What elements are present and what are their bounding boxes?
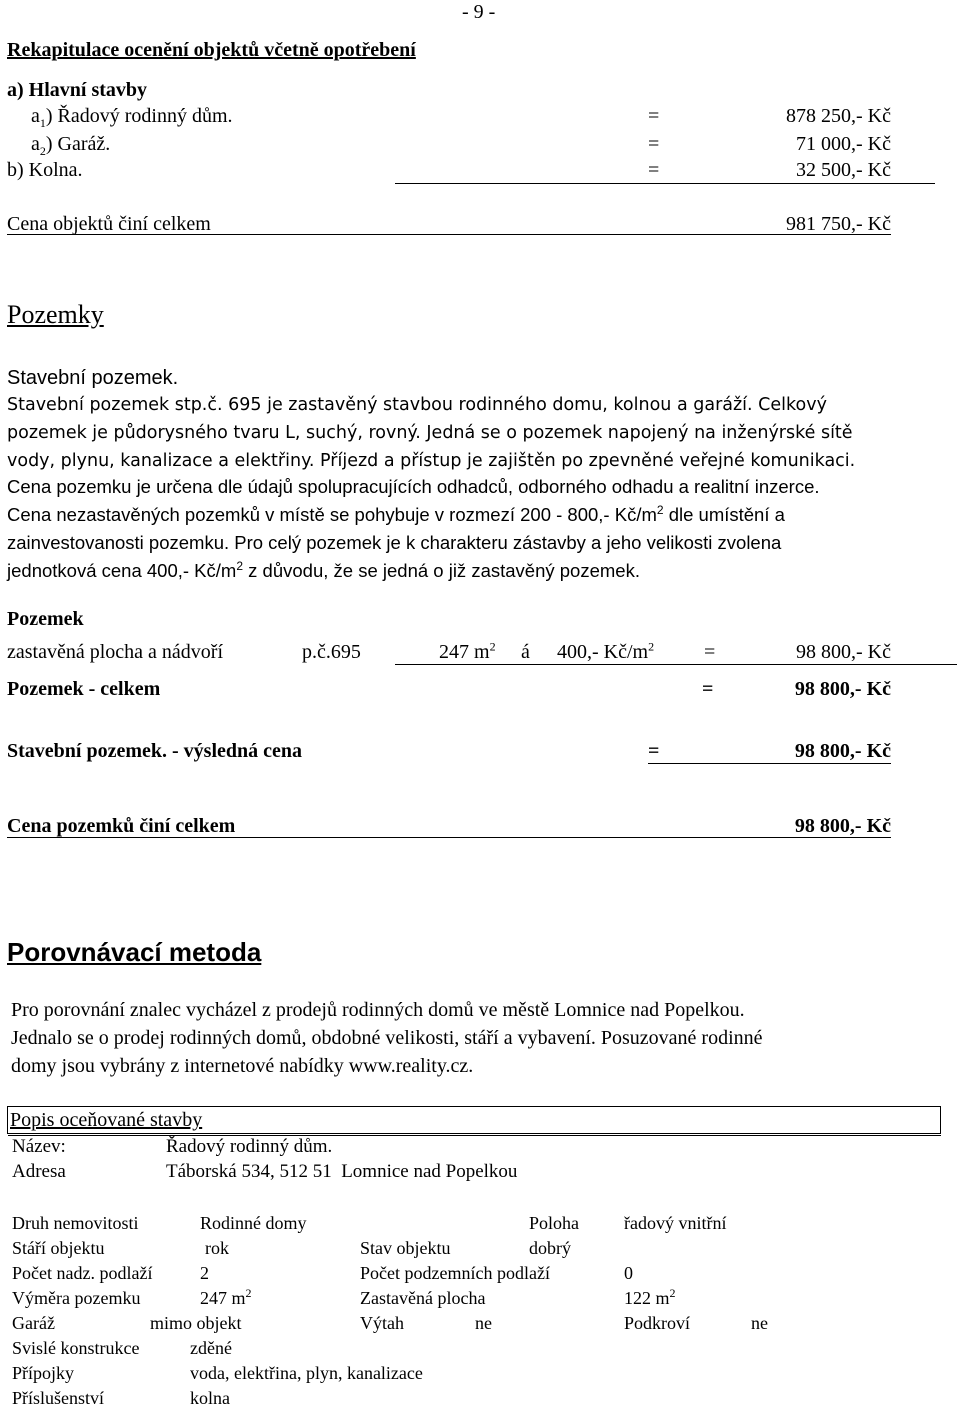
stari-value: rok bbox=[205, 1238, 229, 1258]
land-row-eq: = bbox=[704, 641, 716, 663]
land-total-value: 98 800,- Kč bbox=[794, 678, 891, 700]
comparison-paragraph bbox=[11, 996, 953, 1080]
recap-a2-eq: = bbox=[648, 133, 660, 155]
druh-label: Druh nemovitosti bbox=[12, 1213, 139, 1233]
podlazi-value: 2 bbox=[200, 1263, 209, 1283]
prislusenstvi-value: kolna bbox=[190, 1388, 230, 1408]
recap-sum-rule bbox=[395, 183, 935, 184]
land-row-area: 247 $m^2$ bbox=[439, 639, 496, 663]
stav-value: dobrý bbox=[529, 1238, 571, 1258]
page-number: - 9 - bbox=[462, 1, 496, 23]
recap-b-value: 32 500,- Kč bbox=[796, 159, 891, 181]
prislusenstvi-label: Příslušenství bbox=[12, 1388, 105, 1408]
land-paragraph-1 bbox=[7, 391, 953, 475]
land-para2-line3: zainvestovanosti pozemku. Pro celý pozemek je k charakteru zástavby a jeho velikosti zvolena bbox=[7, 532, 782, 553]
land-row-unit-price: 400,- $Kč/m^2$ bbox=[557, 639, 655, 663]
garaz-value: mimo objekt bbox=[150, 1313, 242, 1333]
comparison-line1: Pro porovnání znalec vycházel z prodejů rodinných domů ve městě Lomnice nad Popelkou. bbox=[11, 999, 745, 1021]
garaz-label: Garáž bbox=[12, 1313, 55, 1333]
comparison-heading: Porovnávací metoda bbox=[7, 937, 262, 967]
land-result-underline bbox=[648, 763, 891, 764]
recap-a2-label: $a_2$) Garáž. bbox=[31, 133, 111, 158]
land-row-rule bbox=[395, 664, 957, 665]
svisle-label: Svislé konstrukce bbox=[12, 1338, 140, 1358]
recap-b-eq: = bbox=[648, 159, 660, 181]
pripojky-label: Přípojky bbox=[12, 1363, 75, 1383]
land-result-value: 98 800,- Kč bbox=[794, 740, 891, 762]
land-result-eq: = bbox=[648, 740, 660, 762]
land-para1-line3: vody, plynu, kanalizace a elektřiny. Příjezd a přístup je zajištěn po zpevněné veřejné komunikaci. bbox=[7, 451, 856, 471]
section-a-heading: a) Hlavní stavby bbox=[7, 79, 148, 101]
recap-a1-label: $a_1$) Řadový rodinný dům. bbox=[31, 105, 233, 130]
podkrovi-value: ne bbox=[751, 1313, 768, 1333]
vytah-label: Výtah bbox=[360, 1313, 404, 1333]
druh-value: Rodinné domy bbox=[200, 1213, 307, 1233]
land-row-label: zastavěná plocha a nádvoří bbox=[7, 641, 224, 663]
recap-total-value: 981 750,- Kč bbox=[786, 213, 891, 235]
comparison-line3: domy jsou vybrány z internetové nabídky www.reality.cz. bbox=[11, 1055, 474, 1077]
podzemnich-label: Počet podzemních podlaží bbox=[360, 1263, 550, 1283]
podkrovi-label: Podkroví bbox=[624, 1313, 691, 1333]
pripojky-value: voda, elektřina, plyn, kanalizace bbox=[190, 1363, 423, 1383]
land-result-label: Stavební pozemek. - výsledná cena bbox=[7, 740, 302, 762]
land-para2-line4: jednotková cena 400,- $Kč/m^2$ z důvodu, že se jedná o již zastavěný pozemek. bbox=[7, 558, 640, 581]
podlazi-label: Počet nadz. podlaží bbox=[12, 1263, 153, 1283]
recap-title: Rekapitulace ocenění objektů včetně opotřebení bbox=[7, 39, 416, 61]
poloha-label: Poloha bbox=[529, 1213, 580, 1233]
land-para1-line1: Stavební pozemek stp.č. 695 je zastavěný stavbou rodinného domu, kolnou a garáží. Celkový bbox=[7, 395, 827, 415]
land-row-value: 98 800,- Kč bbox=[796, 641, 891, 663]
stari-label: Stáří objektu bbox=[12, 1238, 105, 1258]
land-row-a: á bbox=[521, 641, 530, 663]
land-para2-line2: Cena nezastavěných pozemků v místě se pohybuje v rozmezí 200 - 800,- $Kč/m^2$ dle umístění a bbox=[7, 502, 785, 525]
property-box-title: Popis oceňované stavby bbox=[10, 1109, 203, 1131]
recap-total-label: Cena objektů činí celkem bbox=[7, 213, 211, 235]
zastavena-value: 122 $m^2$ bbox=[624, 1286, 676, 1308]
land-grand-value: 98 800,- Kč bbox=[794, 815, 891, 837]
address-value: Táborská 534, 512 51 Lomnice nad Popelkou bbox=[166, 1161, 518, 1182]
svisle-value: zděné bbox=[190, 1338, 232, 1358]
land-total-eq: = bbox=[702, 678, 714, 700]
pozemek-heading: Pozemek bbox=[7, 608, 84, 630]
name-label: Název: bbox=[12, 1136, 66, 1157]
recap-a1-value: 878 250,- Kč bbox=[786, 105, 891, 127]
vymera-value: 247 $m^2$ bbox=[200, 1286, 252, 1308]
poloha-value: řadový vnitřní bbox=[624, 1213, 727, 1233]
land-subheading: Stavební pozemek. bbox=[7, 367, 179, 389]
address-label: Adresa bbox=[12, 1161, 66, 1182]
zastavena-label: Zastavěná plocha bbox=[360, 1288, 486, 1308]
land-row-parcel: p.č.695 bbox=[302, 641, 361, 663]
recap-a1-eq: = bbox=[648, 105, 660, 127]
land-grand-underline bbox=[7, 837, 891, 838]
land-total-label: Pozemek - celkem bbox=[7, 678, 161, 700]
land-paragraph-2 bbox=[7, 473, 953, 585]
podzemnich-value: 0 bbox=[624, 1263, 633, 1283]
vymera-label: Výměra pozemku bbox=[12, 1288, 141, 1308]
stav-label: Stav objektu bbox=[360, 1238, 451, 1258]
land-heading: Pozemky bbox=[7, 300, 104, 329]
land-para1-line2: pozemek je půdorysného tvaru L, suchý, rovný. Jedná se o pozemek napojený na inženýrské sítě bbox=[7, 423, 853, 443]
property-box-underline bbox=[8, 1135, 941, 1136]
land-grand-label: Cena pozemků činí celkem bbox=[7, 815, 236, 837]
comparison-line2: Jednalo se o prodej rodinných domů, obdobné velikosti, stáří a vybavení. Posuzované rodinné bbox=[11, 1027, 763, 1049]
land-para2-line1: Cena pozemku je určena dle údajů spolupracujících odhadců, odborného odhadu a realitní inzerce. bbox=[7, 476, 820, 497]
recap-b-label: b) Kolna. bbox=[7, 159, 83, 181]
name-value: Řadový rodinný dům. bbox=[166, 1136, 333, 1157]
vytah-value: ne bbox=[475, 1313, 492, 1333]
recap-total-underline bbox=[7, 234, 891, 235]
recap-a2-value: 71 000,- Kč bbox=[796, 133, 891, 155]
